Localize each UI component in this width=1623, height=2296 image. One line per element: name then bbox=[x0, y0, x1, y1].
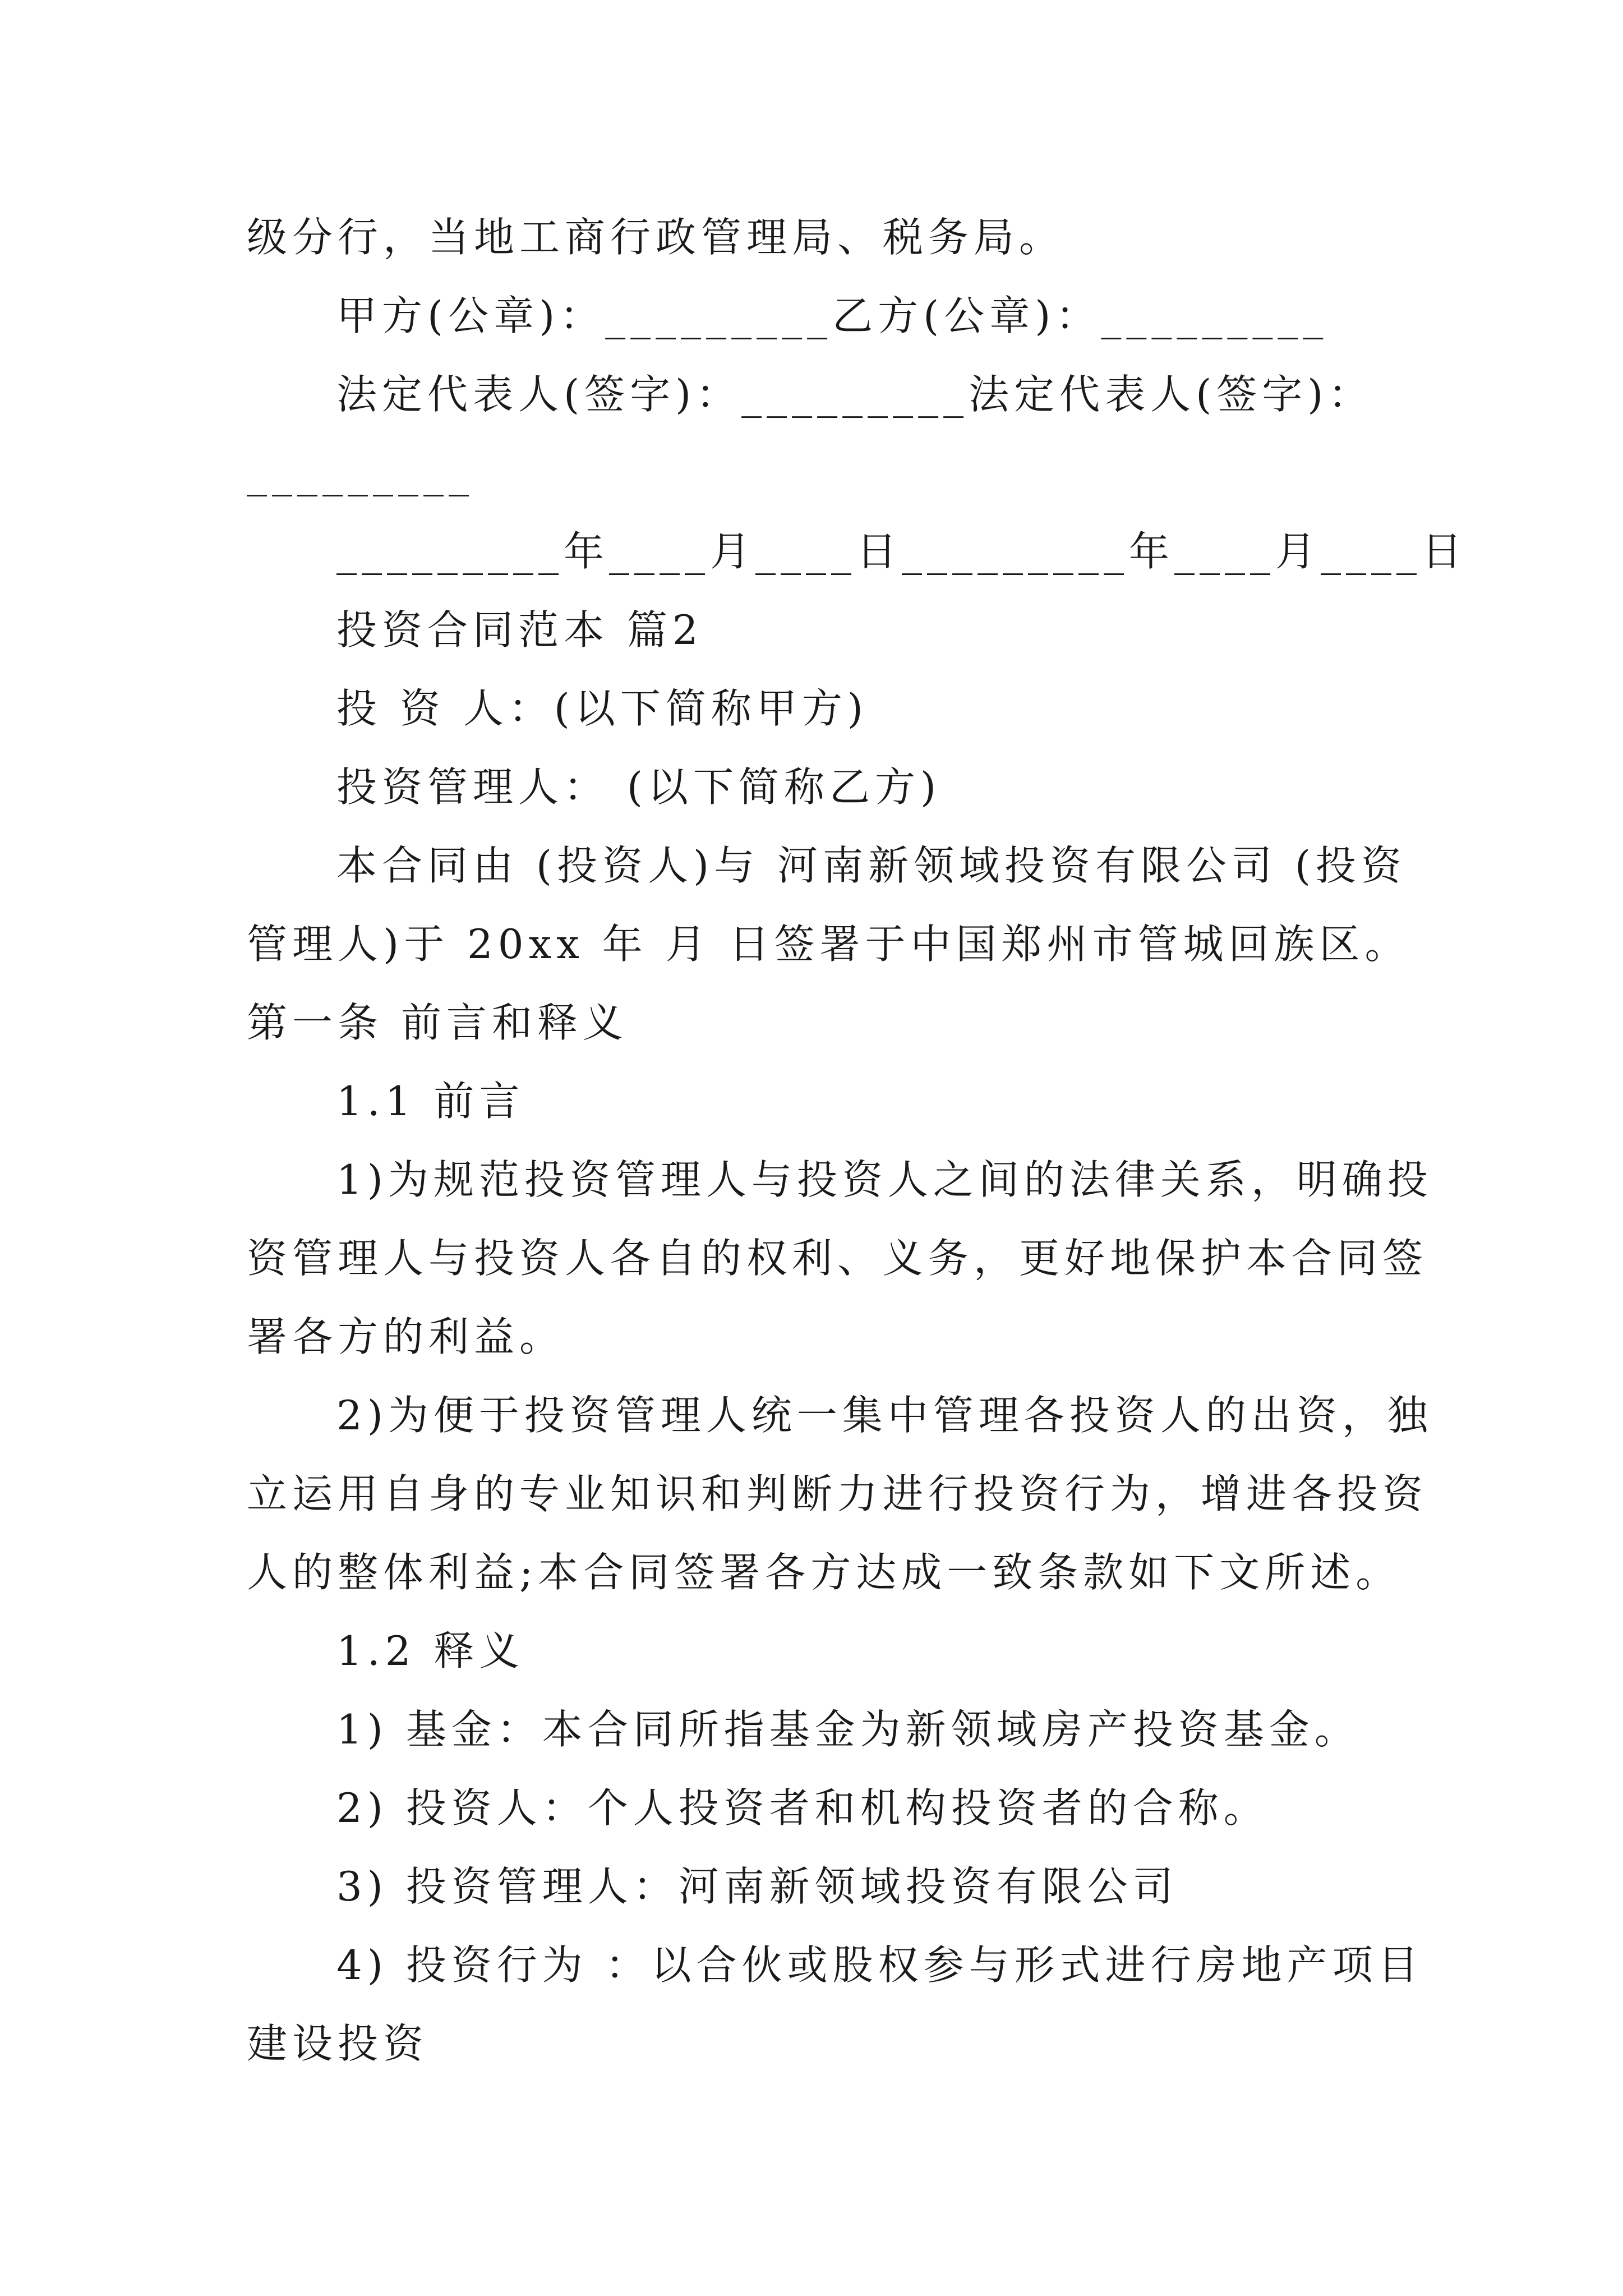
text-line: 人的整体利益;本合同签署各方达成一致条款如下文所述。 bbox=[247, 1549, 1401, 1596]
text-line: 建设投资 bbox=[247, 2020, 429, 2067]
text-line: 级分行，当地工商行政管理局、税务局。 bbox=[247, 214, 1065, 261]
text-line: 2)为便于投资管理人统一集中管理各投资人的出资，独 bbox=[336, 1392, 1433, 1439]
text-line: 1) 基金：本合同所指基金为新领域房产投资基金。 bbox=[336, 1706, 1360, 1753]
text-line: 3) 投资管理人：河南新领域投资有限公司 bbox=[336, 1863, 1178, 1910]
text-line: 资管理人与投资人各自的权利、义务，更好地保护本合同签 bbox=[247, 1235, 1428, 1282]
text-line: 立运用自身的专业知识和判断力进行投资行为，增进各投资 bbox=[247, 1470, 1428, 1517]
section-heading: 投资合同范本 篇2 bbox=[336, 606, 703, 654]
text-line: 投资管理人： (以下简称乙方) bbox=[336, 763, 942, 811]
text-line: 甲方(公章)：_________乙方(公章)：_________ bbox=[336, 292, 1329, 339]
article-heading: 第一条 前言和释义 bbox=[247, 999, 628, 1046]
text-line: 4) 投资行为 ：以合伙或股权参与形式进行房地产项目 bbox=[336, 1941, 1423, 1989]
text-line: _________ bbox=[247, 449, 474, 496]
text-line: 管理人)于 20xx 年 月 日签署于中国郑州市管城回族区。 bbox=[247, 921, 1410, 968]
text-line: 署各方的利益。 bbox=[247, 1313, 565, 1360]
text-line: 投 资 人：(以下简称甲方) bbox=[336, 685, 868, 732]
text-line: 1)为规范投资管理人与投资人之间的法律关系，明确投 bbox=[336, 1156, 1433, 1203]
subsection-heading: 1.2 释义 bbox=[336, 1627, 525, 1674]
text-line: 本合同由 (投资人)与 河南新领域投资有限公司 (投资 bbox=[336, 842, 1407, 889]
text-line: 法定代表人(签字)：_________法定代表人(签字)： bbox=[336, 371, 1374, 418]
subsection-heading: 1.1 前言 bbox=[336, 1078, 525, 1125]
text-line: _________年____月____日_________年____月____日 bbox=[336, 528, 1467, 575]
text-line: 2) 投资人：个人投资者和机构投资者的合称。 bbox=[336, 1784, 1269, 1832]
